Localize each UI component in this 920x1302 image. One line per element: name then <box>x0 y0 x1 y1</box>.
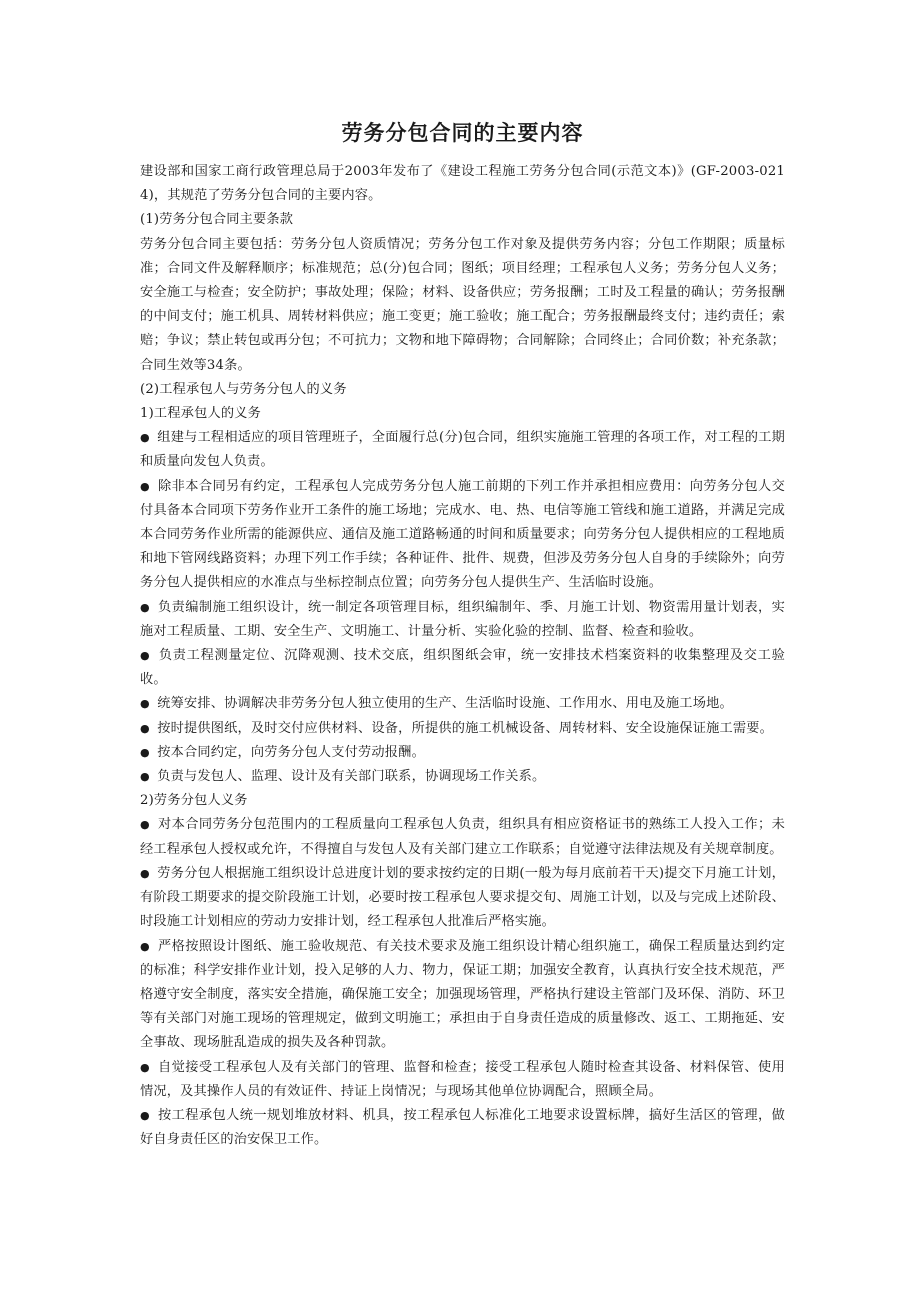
contractor-duty-item: ● 按本合同约定，向劳务分包人支付劳动报酬。 <box>140 741 785 765</box>
document-page <box>140 116 785 1152</box>
contractor-duties-heading: 1)工程承包人的义务 <box>140 406 262 422</box>
contractor-duty-item: ● 负责编制施工组织设计，统一制定各项管理目标，组织编制年、季、月施工计划、物资需用量计划表，实施对工程质量、工期、安全生产、文明施工、计量分析、实验化验的控制、监督、检查和验收。 <box>140 596 785 644</box>
contractor-duty-item: ● 除非本合同另有约定，工程承包人完成劳务分包人施工前期的下列工作并承担相应费用：向劳务分包人交付具备本合同项下劳务作业开工条件的施工场地；完成水、电、热、电信等施工管线和施工道路，并满足完成本合同劳务作业所需的能源供应、通信及施工道路畅通的时间和质量要求；向劳务分包人提供相应的工程地质和地下管网线路资料；办理下列工作手续；各种证件、批件、规费，但涉及劳务分包人自身的手续除外；向劳务分包人提供相应的水准点与坐标控制点位置；向劳务分包人提供生产、生活临时设施。 <box>140 475 785 596</box>
contractor-duty-item: ● 负责工程测量定位、沉降观测、技术交底，组织图纸会审，统一安排技术档案资料的收集整理及交工验收。 <box>140 644 785 692</box>
section-1-body: 劳务分包合同主要包括：劳务分包人资质情况；劳务分包工作对象及提供劳务内容；分包工作期限；质量标准；合同文件及解释顺序；标准规范；总(分)包合同；图纸；项目经理；工程承包人义务；劳务分包人义务；安全施工与检查；安全防护；事故处理；保险；材料、设备供应；劳务报酬；工时及工程量的确认；劳务报酬的中间支付；施工机具、周转材料供应；施工变更；施工验收；施工配合；劳务报酬最终支付；违约责任；索赔；争议；禁止转包或再分包；不可抗力；文物和地下障碍物；合同解除；合同终止；合同价数；补充条款；合同生效等34条。 <box>140 236 785 373</box>
contractor-duty-item: ● 组建与工程相适应的项目管理班子，全面履行总(分)包合同，组织实施施工管理的各项工作，对工程的工期和质量向发包人负责。 <box>140 426 785 474</box>
subcontractor-duty-item: ● 严格按照设计图纸、施工验收规范、有关技术要求及施工组织设计精心组织施工，确保工程质量达到约定的标准；科学安排作业计划，投入足够的人力、物力，保证工期；加强安全教育，认真执行安全技术规范，严格遵守安全制度，落实安全措施，确保施工安全；加强现场管理，严格执行建设主管部门及环保、消防、环卫等有关部门对施工现场的管理规定，做到文明施工；承担由于自身责任造成的质量修改、返工、工期拖延、安全事故、现场脏乱造成的损失及各种罚款。 <box>140 935 785 1056</box>
contractor-duty-item: ● 负责与发包人、监理、设计及有关部门联系，协调现场工作关系。 <box>140 765 785 789</box>
document-title: 劳务分包合同的主要内容 <box>341 121 584 145</box>
subcontractor-duty-item: ● 劳务分包人根据施工组织设计总进度计划的要求按约定的日期(一般为每月底前若干天)提交下月施工计划，有阶段工期要求的提交阶段施工计划，必要时按工程承包人要求提交旬、周施工计划，以及与完成上述阶段、时段施工计划相应的劳动力安排计划，经工程承包人批准后严格实施。 <box>140 862 785 935</box>
section-1-heading: (1)劳务分包合同主要条款 <box>140 212 294 228</box>
subcontractor-duties-heading: 2)劳务分包人义务 <box>140 793 248 809</box>
subcontractor-duty-item: ● 按工程承包人统一规划堆放材料、机具，按工程承包人标准化工地要求设置标牌，搞好生活区的管理，做好自身责任区的治安保卫工作。 <box>140 1104 785 1152</box>
contractor-duty-item: ● 按时提供图纸，及时交付应供材料、设备，所提供的施工机械设备、周转材料、安全设施保证施工需要。 <box>140 717 785 741</box>
subcontractor-duty-item: ● 对本合同劳务分包范围内的工程质量向工程承包人负责，组织具有相应资格证书的熟练工人投入工作；未经工程承包人授权或允许，不得擅自与发包人及有关部门建立工作联系；自觉遵守法律法规及有关规章制度。 <box>140 813 785 861</box>
section-2-heading: (2)工程承包人与劳务分包人的义务 <box>140 381 347 397</box>
contractor-duty-item: ● 统筹安排、协调解决非劳务分包人独立使用的生产、生活临时设施、工作用水、用电及施工场地。 <box>140 692 785 716</box>
subcontractor-duty-item: ● 自觉接受工程承包人及有关部门的管理、监督和检查；接受工程承包人随时检查其设备、材料保管、使用情况，及其操作人员的有效证件、持证上岗情况；与现场其他单位协调配合，照顾全局。 <box>140 1056 785 1104</box>
intro-paragraph: 建设部和国家工商行政管理总局于2003年发布了《建设工程施工劳务分包合同(示范文本)》(GF-2003-0214)，其规范了劳务分包合同的主要内容。 <box>140 164 785 204</box>
